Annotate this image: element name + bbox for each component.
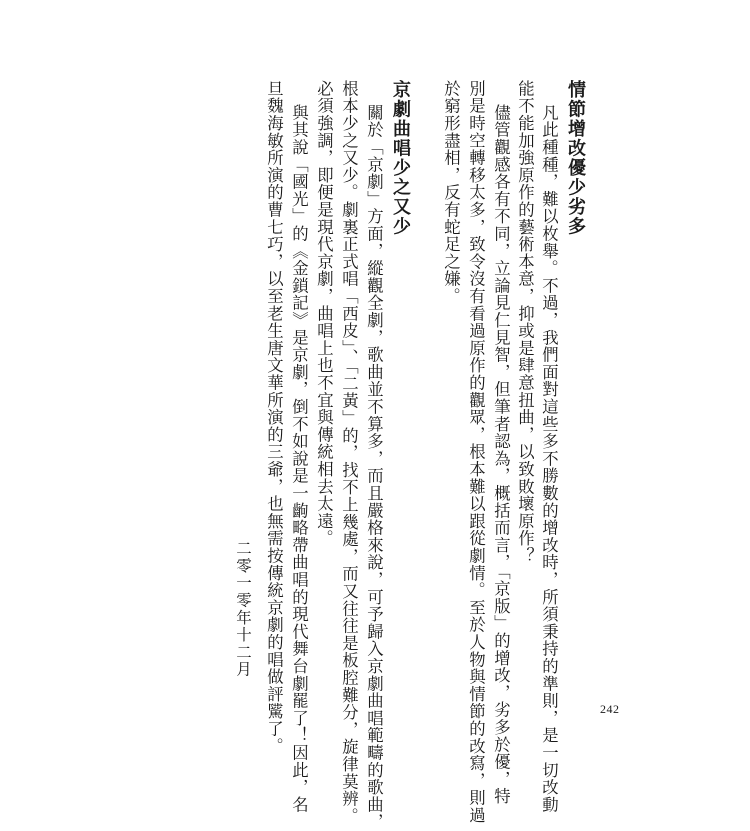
date-line: 二零一零年十二月	[234, 540, 252, 679]
paragraph-line: 必須強調，即便是現代京劇，曲唱上也不宜與傳統相去太遠。	[314, 80, 334, 548]
page-number: 242	[600, 702, 620, 716]
paragraph-line: 能不能加強原作的藝術本意，抑或是肆意扭曲，以致敗壞原作？	[515, 80, 535, 565]
paragraph-line: 於窮形盡相，反有蛇足之嫌。	[441, 80, 461, 305]
paragraph-line: 根本少之又少。劇裏正式唱「西皮」、「二黃」的，找不上幾處，而又往往是板腔難分，旋律莫辨。	[339, 80, 359, 825]
section-heading-plot-changes: 情節增改優少劣多	[565, 80, 586, 236]
paragraph-line: 別是時空轉移太多，致令沒有看過原作的觀眾，根本難以跟從劇情。至於人物與情節的改寫，則過	[466, 80, 486, 824]
paragraph-line: 凡此種種，難以枚舉。不過，我們面對這些多不勝數的增改時，所須秉持的準則，是一切改動	[539, 104, 559, 814]
paragraph-line: 旦魏海敏所演的曹七巧，以至老生唐文華所演的三爺，也無需按傳統京劇的唱做評騭了。	[264, 80, 284, 755]
paragraph-line: 儘管觀感各有不同，立論見仁見智，但筆者認為，概括而言，「京版」的增改，劣多於優，特	[491, 104, 511, 806]
section-heading-peking-opera-singing: 京劇曲唱少之又少	[390, 80, 411, 236]
paragraph-line: 與其說「國光」的《金鎖記》是京劇，倒不如說是一齣略帶曲唱的現代舞台劇罷了！因此，名	[289, 104, 309, 814]
paragraph-line: 關於「京劇」方面，縱觀全劇，歌曲並不算多，而且嚴格來說，可予歸入京劇曲唱範疇的歌曲，	[364, 104, 384, 831]
